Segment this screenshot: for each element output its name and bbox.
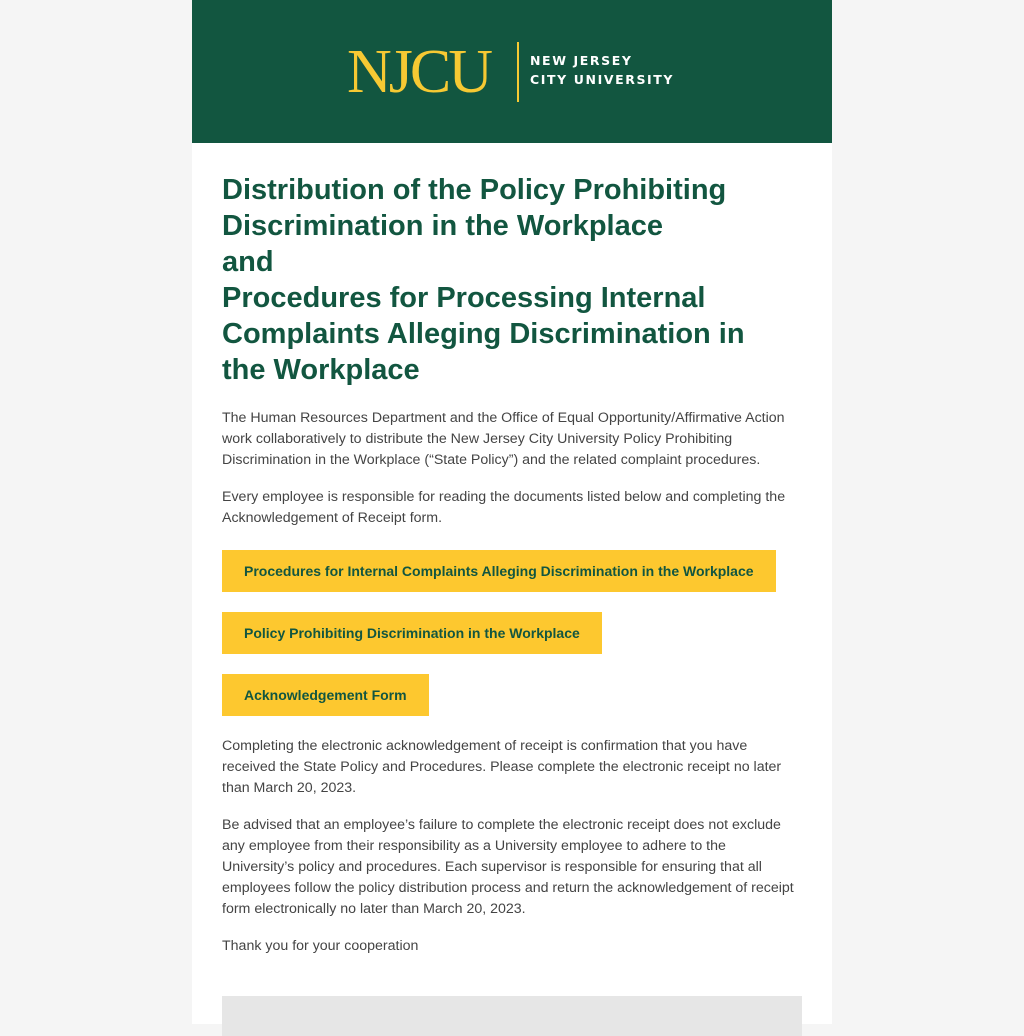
title-line: Complaints Alleging Discrimination in xyxy=(222,318,745,350)
advisory-paragraph: Be advised that an employee’s failure to complete the electronic receipt does not exclude any employee from their responsibility as a University employee to adhere to the University’s policy and procedures. Each supervisor is responsible for ensuring that all employees follow the policy distribution process and return the acknowledgement of receipt form electronically no later than March 20, 2023. xyxy=(222,817,794,917)
button-row xyxy=(222,674,802,716)
header-banner xyxy=(192,0,832,143)
logo-mark: NJCU xyxy=(347,38,491,106)
closing-text: Thank you for your cooperation xyxy=(222,938,419,954)
title-line: and xyxy=(222,246,274,278)
page-title xyxy=(222,172,802,388)
button-row xyxy=(222,612,802,654)
title-line: the Workplace xyxy=(222,354,420,386)
responsibility-paragraph: Every employee is responsible for reading the documents listed below and completing the Acknowledgement of Receipt form. xyxy=(222,489,786,526)
email-body xyxy=(192,0,832,1024)
confirmation-paragraph: Completing the electronic acknowledgement of receipt is confirmation that you have received the State Policy and Procedures. Please complete the electronic receipt no later than March 20, 2023. xyxy=(222,738,782,796)
logo-wordmark-line2: CITY UNIVERSITY xyxy=(530,72,675,87)
policy-button[interactable]: Policy Prohibiting Discrimination in the Workplace xyxy=(222,612,602,654)
logo-wordmark-line1: NEW JERSEY xyxy=(530,53,633,68)
title-line: Distribution of the Policy Prohibiting xyxy=(222,174,727,206)
intro-paragraph: The Human Resources Department and the Office of Equal Opportunity/Affirmative Action work collaboratively to distribute the New Jersey City University Policy Prohibiting Discrimination in the Workplace (“State Policy”) and the related complaint procedures. xyxy=(222,410,785,468)
title-line: Discrimination in the Workplace xyxy=(222,210,664,242)
title-line: Procedures for Processing Internal xyxy=(222,282,706,314)
njcu-logo[interactable] xyxy=(347,38,687,106)
logo-divider xyxy=(517,42,519,102)
main-content xyxy=(222,172,802,957)
acknowledgement-form-button[interactable]: Acknowledgement Form xyxy=(222,674,429,716)
footer-block xyxy=(222,996,802,1036)
procedures-button[interactable]: Procedures for Internal Complaints Alleging Discrimination in the Workplace xyxy=(222,550,776,592)
button-row xyxy=(222,550,802,592)
